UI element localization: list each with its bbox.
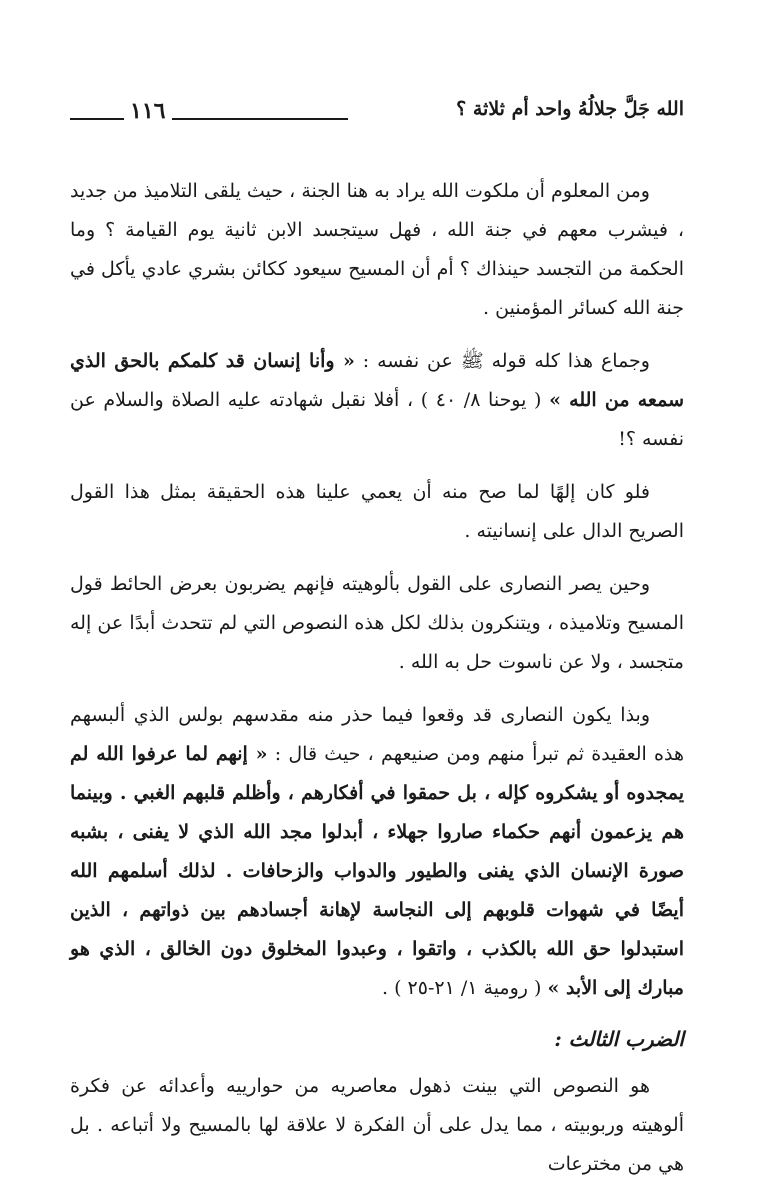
paragraph-5-intro: وبذا يكون النصارى قد وقعوا فيما حذر منه مقدسهم بولس الذي ألبسهم هذه العقيدة ثم تبرأ منهم ومن صنيعهم ، حيث قال : — [70, 704, 684, 765]
page-body — [70, 172, 684, 1198]
paragraph-5-citation: ( رومية ١/ ٢١-٢٥ ) . — [382, 977, 548, 999]
running-header — [70, 96, 684, 130]
running-title: الله جَلَّ جلالُهُ واحد أم ثلاثة ؟ — [456, 98, 684, 120]
paragraph-5 — [70, 696, 684, 1008]
paragraph-1: ومن المعلوم أن ملكوت الله يراد به هنا الجنة ، حيث يلقى التلاميذ من جديد ، فيشرب معهم في جنة الله ، فهل سيتجسد الابن ثانية يوم القيامة ؟ وما الحكمة من التجسد حينذاك ؟ أم أن المسيح سيعود ككائن بشري عادي يأكل في جنة الله كسائر المؤمنين . — [70, 180, 684, 319]
paragraph-2 — [70, 342, 684, 459]
paragraph-2-citation: ( يوحنا ٨/ ٤٠ ) ، أفلا نقبل شهادته عليه الصلاة والسلام عن نفسه ؟! — [70, 389, 684, 450]
paragraph-2-quote: « وأنا إنسان قد كلمكم بالحق الذي سمعه من الله » — [70, 350, 684, 411]
paragraph-6: هو النصوص التي بينت ذهول معاصريه من حوارييه وأعدائه عن فكرة ألوهيته وربوبيته ، مما يدل على أن الفكرة لا علاقة لها بالمسيح ولا أتباعه . بل هي من مخترعات — [70, 1075, 684, 1175]
paragraph-5-quote: « إنهم لما عرفوا الله لم يمجدوه أو يشكروه كإله ، بل حمقوا في أفكارهم ، وأظلم قلبهم الغبي . وبينما هم يزعمون أنهم حكماء صاروا جهلاء ، أبدلوا مجد الله الذي لا يفنى ، بشبه صورة الإنسان الذي يفنى والطيور والدواب والزحافات . لذلك أسلمهم الله أيضًا في شهوات قلوبهم إلى النجاسة لإهانة أجسادهم بين ذواتهم ، الذين استبدلوا حق الله بالكذب ، واتقوا ، وعبدوا المخلوق دون الخالق ، الذي هو مبارك إلى الأبد » — [70, 743, 684, 999]
paragraph-4: وحين يصر النصارى على القول بألوهيته فإنهم يضربون بعرض الحائط قول المسيح وتلاميذه ، ويتنكرون بذلك لكل هذه النصوص التي لم تتحدث أبدًا عن إله متجسد ، ولا عن ناسوت حل به الله . — [70, 573, 684, 673]
paragraph-3: فلو كان إلهًا لما صح منه أن يعمي علينا هذه الحقيقة بمثل هذا القول الصريح الدال على إنسانيته . — [70, 481, 684, 542]
section-subheading: الضرب الثالث : — [554, 1027, 684, 1051]
paragraph-2-intro: وجماع هذا كله قوله ﷺ عن نفسه : — [354, 350, 650, 372]
header-rule-middle — [172, 118, 348, 120]
header-rule-left — [70, 118, 124, 120]
page-number: ١١٦ — [130, 98, 166, 124]
